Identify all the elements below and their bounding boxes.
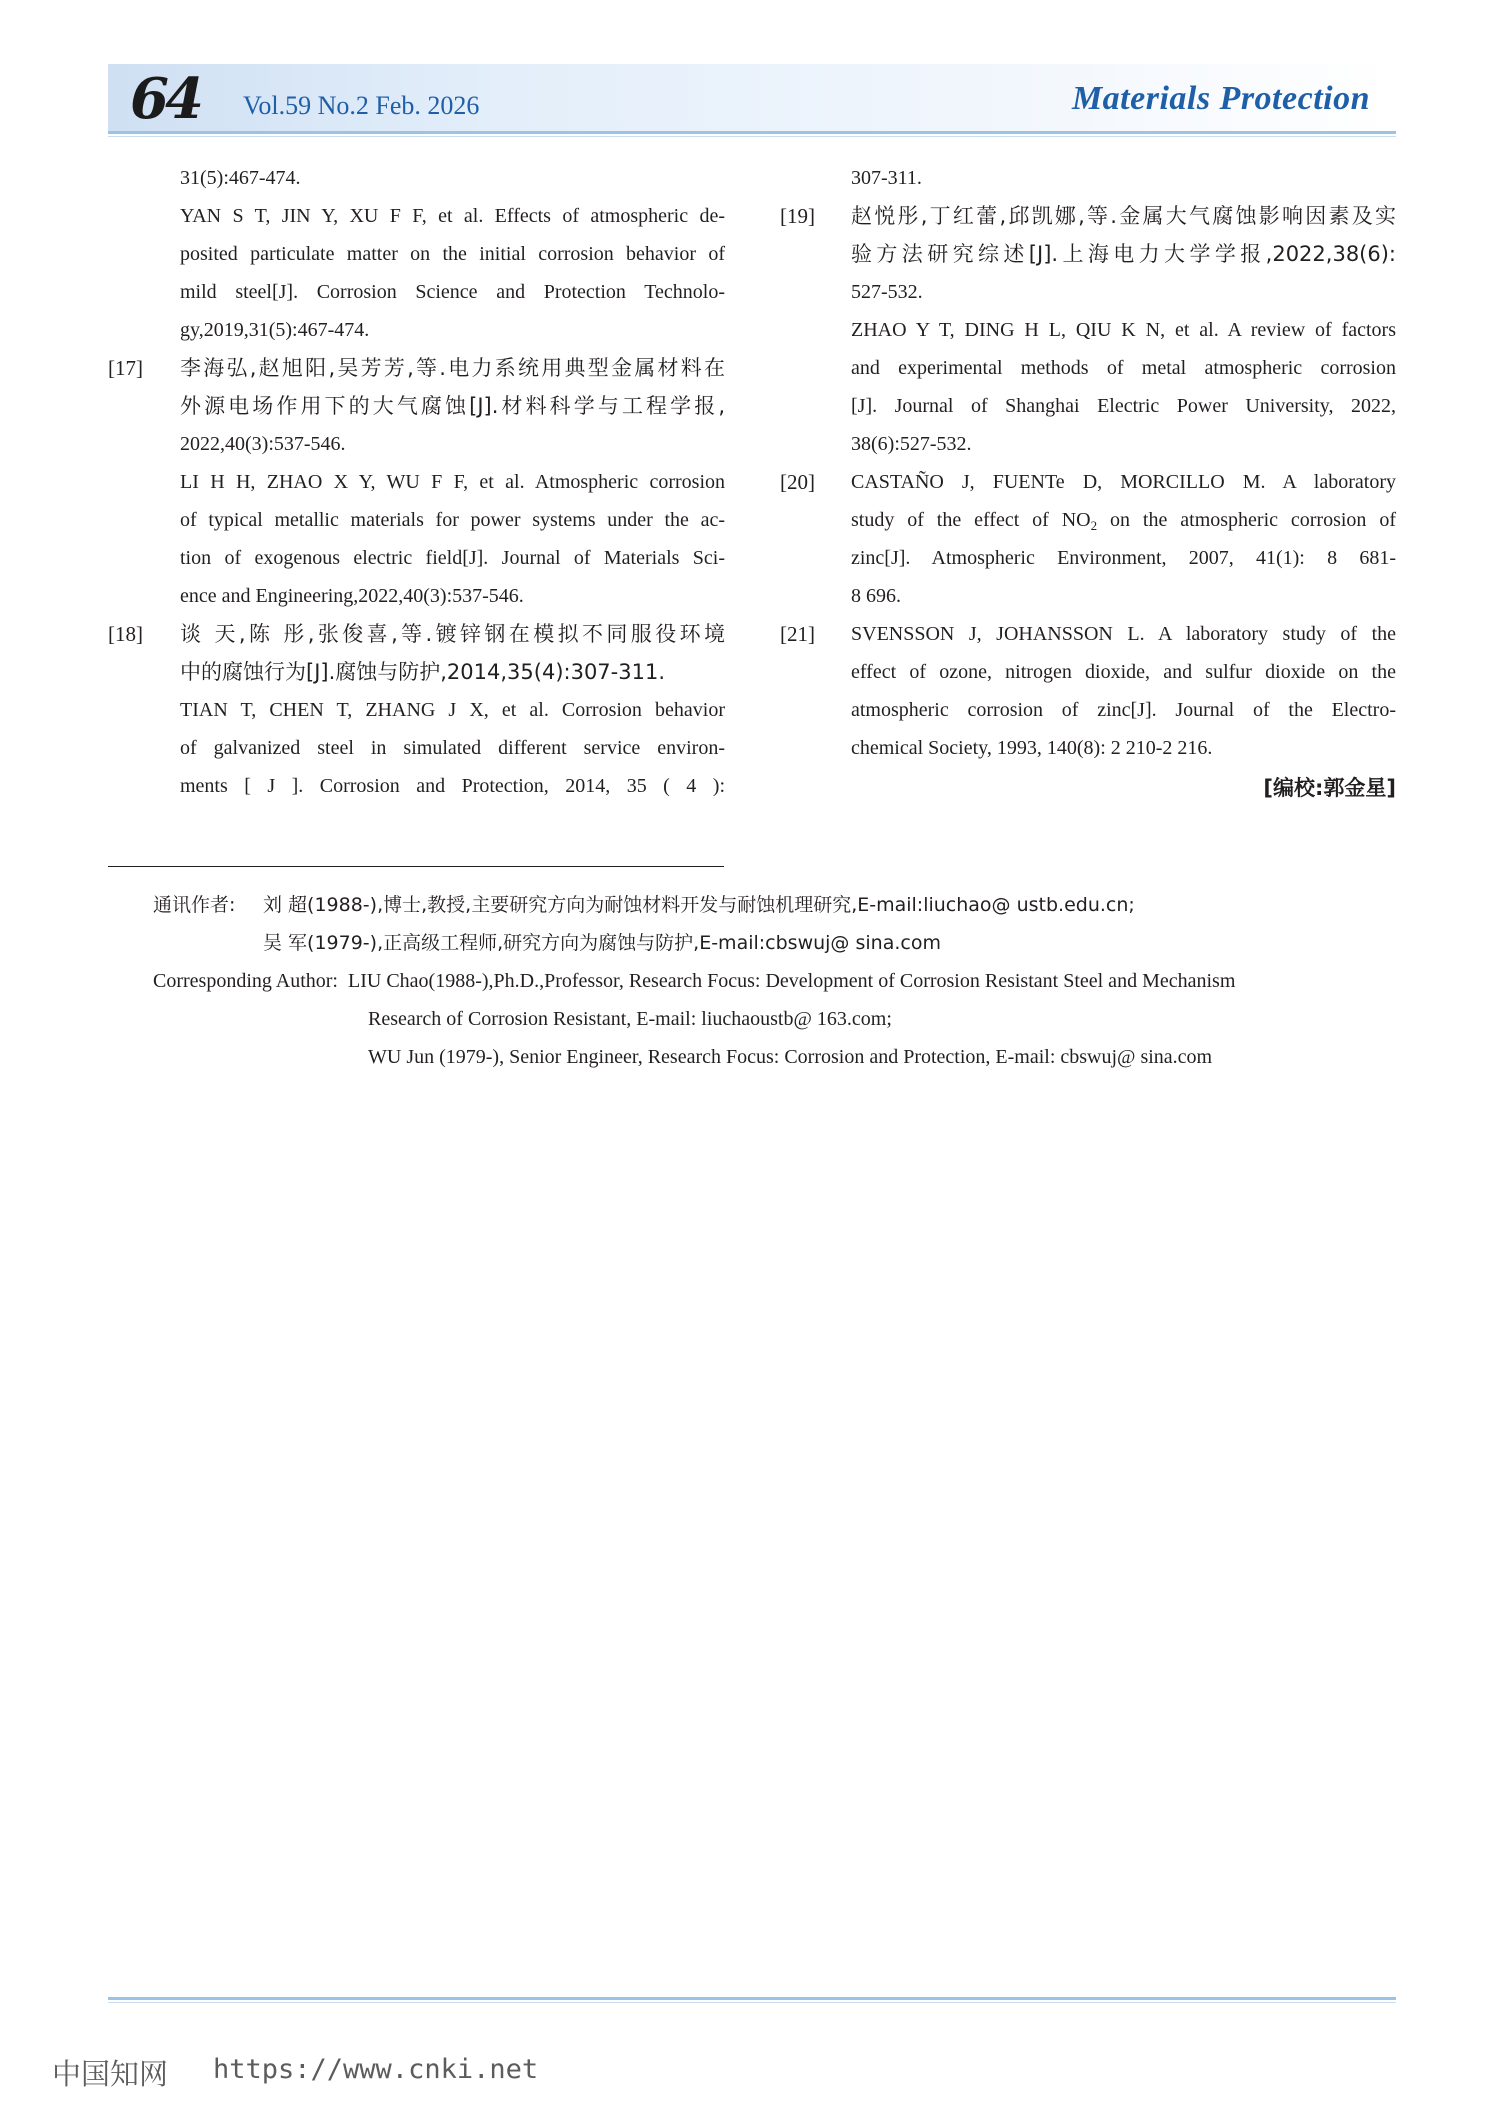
ref-line: chemical Society, 1993, 140(8): 2 210-2 216.: [851, 737, 1213, 759]
issue-info: Vol.59 No.2 Feb. 2026: [243, 91, 480, 120]
ref-line: of typical metallic materials for power systems under the ac-: [180, 509, 725, 531]
ref-line: posited particulate matter on the initial corrosion behavior of: [180, 243, 725, 265]
footnote-en-label: Corresponding Author:: [153, 970, 338, 992]
ref-line: zinc[J]. Atmospheric Environment, 2007, 41(1): 8 681-: [851, 547, 1396, 569]
subscript-2: 2: [1090, 518, 1098, 533]
ref-line: effect of ozone, nitrogen dioxide, and sulfur dioxide on the: [851, 661, 1396, 683]
footnote-rule: [108, 866, 724, 867]
footer-rule-thin: [108, 2002, 1396, 2003]
watermark-url: https://www.cnki.net: [213, 2054, 539, 2085]
ref-line: and experimental methods of metal atmospheric corrosion: [851, 357, 1396, 379]
ref-line: 38(6):527-532.: [851, 433, 972, 455]
footnote-cn-label: 通讯作者:: [153, 894, 236, 916]
ref-line: TIAN T, CHEN T, ZHANG J X, et al. Corrosion behavior: [180, 699, 725, 721]
ref-label-18: [18]: [108, 622, 143, 646]
ref-label-19: [19]: [780, 204, 815, 228]
ref-line: [J]. Journal of Shanghai Electric Power University, 2022,: [851, 395, 1396, 417]
journal-name: Materials Protection: [1071, 80, 1370, 117]
ref-line: 谈 天,陈 彤,张俊喜,等.镀锌钢在模拟不同服役环境: [180, 622, 725, 646]
footer-rule: [108, 1997, 1396, 2000]
ref-line: YAN S T, JIN Y, XU F F, et al. Effects of atmospheric de-: [180, 205, 725, 227]
ref-line-with-subscript: [851, 505, 1396, 535]
header-rule-thin: [108, 136, 1396, 137]
ref-line: atmospheric corrosion of zinc[J]. Journal of the Electro-: [851, 699, 1396, 721]
ref-line: 赵悦彤,丁红蕾,邱凯娜,等.金属大气腐蚀影响因素及实: [851, 204, 1396, 228]
ref-line: ZHAO Y T, DING H L, QIU K N, et al. A review of factors: [851, 319, 1396, 341]
editor-credit: [编校:郭金星]: [1263, 776, 1396, 800]
ref-line: mild steel[J]. Corrosion Science and Protection Technolo-: [180, 281, 725, 303]
footnote-en-author2: WU Jun (1979-), Senior Engineer, Research Focus: Corrosion and Protection, E-mail: cbswuj@ sina.com: [368, 1046, 1213, 1068]
ref-line: ments [ J ]. Corrosion and Protection, 2014, 35 ( 4 ):: [180, 775, 725, 797]
footnote-en-author1: LIU Chao(1988-),Ph.D.,Professor, Research Focus: Development of Corrosion Resistant Steel and Mechanism: [348, 970, 1236, 992]
ref-line: 527-532.: [851, 281, 923, 303]
footnote-cn-author1: 刘 超(1988-),博士,教授,主要研究方向为耐蚀材料开发与耐蚀机理研究,E-mail:liuchao@ ustb.edu.cn;: [263, 894, 1135, 916]
ref-line: 李海弘,赵旭阳,吴芳芳,等.电力系统用典型金属材料在: [180, 356, 725, 380]
ref-line: CASTAÑO J, FUENTe D, MORCILLO M. A laboratory: [851, 471, 1396, 493]
ref-line: of galvanized steel in simulated different service environ-: [180, 737, 725, 759]
ref-line: ence and Engineering,2022,40(3):537-546.: [180, 585, 524, 607]
ref-text: on the atmospheric corrosion of: [1097, 509, 1396, 531]
ref-line: SVENSSON J, JOHANSSON L. A laboratory study of the: [851, 623, 1396, 645]
ref-line: LI H H, ZHAO X Y, WU F F, et al. Atmospheric corrosion: [180, 471, 725, 493]
ref-line: 2022,40(3):537-546.: [180, 433, 346, 455]
watermark-site-name: 中国知网: [52, 2057, 169, 2091]
page-number: 64: [130, 66, 200, 132]
ref-line: 8 696.: [851, 585, 901, 607]
ref-line: 中的腐蚀行为[J].腐蚀与防护,2014,35(4):307-311.: [180, 660, 666, 684]
ref-line: tion of exogenous electric field[J]. Journal of Materials Sci-: [180, 547, 725, 569]
footnote-en-author1-cont: Research of Corrosion Resistant, E-mail: liuchaoustb@ 163.com;: [368, 1008, 892, 1030]
ref-line: 外源电场作用下的大气腐蚀[J].材料科学与工程学报,: [180, 394, 725, 418]
ref-label-21: [21]: [780, 622, 815, 646]
header-rule: [108, 131, 1396, 134]
footnote-cn-author2: 吴 军(1979-),正高级工程师,研究方向为腐蚀与防护,E-mail:cbswuj@ sina.com: [263, 932, 941, 954]
ref-line: gy,2019,31(5):467-474.: [180, 319, 370, 341]
ref-text: study of the effect of NO: [851, 509, 1091, 531]
ref-line: 307-311.: [851, 167, 922, 189]
ref-line: 验方法研究综述[J].上海电力大学学报,2022,38(6):: [851, 242, 1396, 266]
ref-label-17: [17]: [108, 356, 143, 380]
ref-label-20: [20]: [780, 470, 815, 494]
ref-line: 31(5):467-474.: [180, 167, 301, 189]
